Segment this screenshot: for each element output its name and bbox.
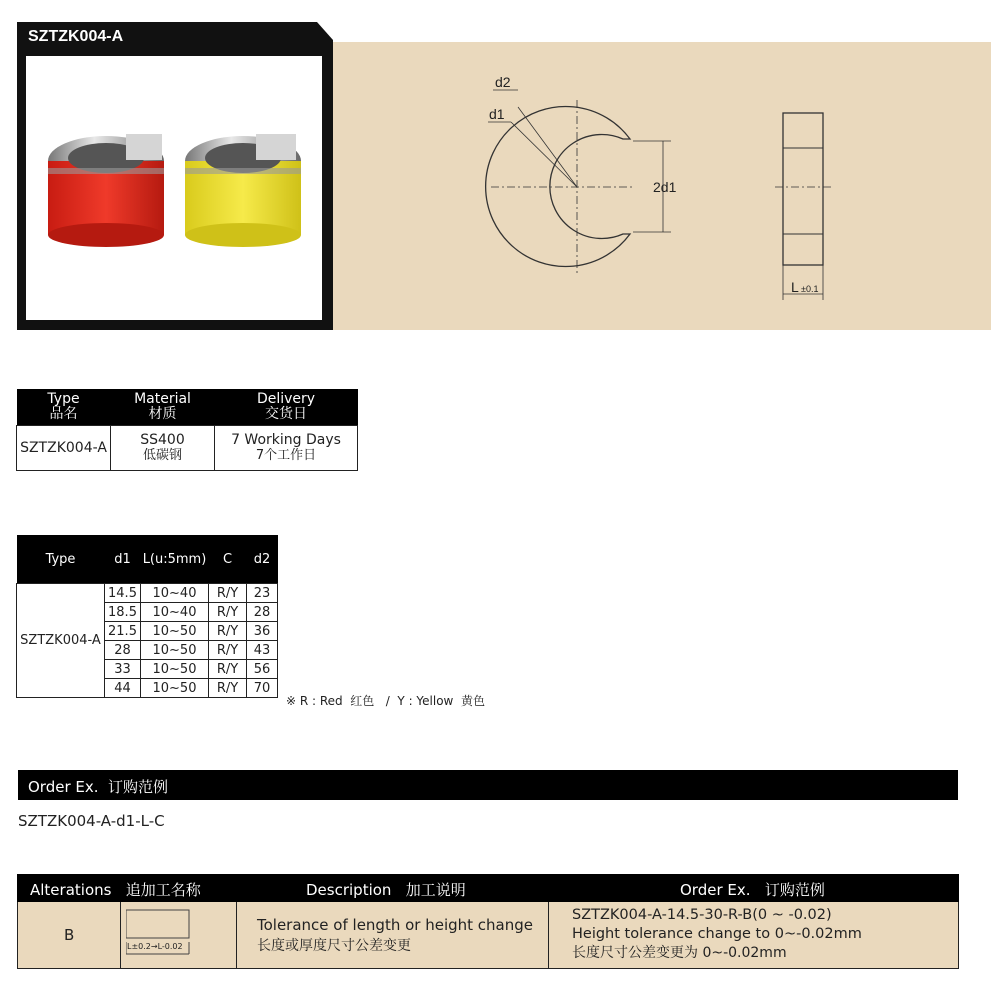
- col-type: Type 品名: [17, 389, 111, 426]
- L-cell: 10~50: [141, 622, 209, 641]
- L-cell: 10~50: [141, 679, 209, 698]
- d2-label: d2: [495, 74, 511, 90]
- technical-drawing-panel: [333, 42, 991, 330]
- description-col-label: Description 加工说明: [306, 881, 466, 899]
- description-zh: 长度或厚度尺寸公差变更: [257, 938, 411, 954]
- col-delivery: Delivery 交货日: [215, 389, 358, 426]
- order-format: SZTZK004-A-d1-L-C: [18, 812, 165, 830]
- d2-cell: 70: [247, 679, 278, 698]
- alteration-code: B: [64, 926, 75, 944]
- L-cell: 10~40: [141, 584, 209, 603]
- d1-label: d1: [489, 106, 505, 122]
- order-example-1: SZTZK004-A-14.5-30-R-B(0 ~ -0.02): [572, 907, 832, 923]
- twod1-label: 2d1: [653, 179, 677, 195]
- d1-cell: 21.5: [105, 622, 141, 641]
- C-cell: R/Y: [209, 641, 247, 660]
- order-example-2: Height tolerance change to 0~-0.02mm: [572, 926, 862, 942]
- C-cell: R/Y: [209, 584, 247, 603]
- C-cell: R/Y: [209, 603, 247, 622]
- C-cell: R/Y: [209, 679, 247, 698]
- divider: [548, 902, 549, 969]
- spec-material: SS400 低碳钢: [111, 426, 215, 471]
- product-title: SZTZK004-A: [28, 28, 124, 45]
- order-example-label: Order Ex. 订购范例: [28, 778, 169, 796]
- d1-cell: 14.5: [105, 584, 141, 603]
- col-material: Material 材质: [111, 389, 215, 426]
- size-type: SZTZK004-A: [17, 584, 105, 698]
- d2-cell: 36: [247, 622, 278, 641]
- C-cell: R/Y: [209, 660, 247, 679]
- L-cell: 10~50: [141, 641, 209, 660]
- product-photo: [26, 56, 322, 320]
- alteration-sketch-text: L±0.2→L-0.02: [127, 942, 183, 951]
- size-table: [16, 535, 278, 698]
- yellow-ring: [185, 134, 301, 247]
- L-cell: 10~50: [141, 660, 209, 679]
- divider: [120, 902, 121, 969]
- col-d1: d1: [105, 535, 141, 584]
- d1-cell: 28: [105, 641, 141, 660]
- d1-cell: 33: [105, 660, 141, 679]
- color-note: ※ R : Red 红色 / Y : Yellow 黄色: [286, 694, 485, 708]
- table-row: [17, 584, 278, 603]
- L-cell: 10~40: [141, 603, 209, 622]
- order-col-label: Order Ex. 订购范例: [680, 881, 825, 899]
- d2-cell: 43: [247, 641, 278, 660]
- divider: [236, 902, 237, 969]
- d2-cell: 28: [247, 603, 278, 622]
- L-label: L: [791, 279, 799, 295]
- L-tolerance: ±0.1: [801, 284, 819, 294]
- col-L: L(u:5mm): [141, 535, 209, 584]
- spec-delivery: 7 Working Days 7个工作日: [215, 426, 358, 471]
- col-d2: d2: [247, 535, 278, 584]
- col-C: C: [209, 535, 247, 584]
- description-en: Tolerance of length or height change: [257, 916, 533, 934]
- c-shape-outline: [486, 107, 630, 267]
- d1-cell: 44: [105, 679, 141, 698]
- spec-type: SZTZK004-A: [17, 426, 111, 471]
- red-ring: [48, 134, 164, 247]
- alterations-col-label: Alterations 追加工名称: [30, 881, 201, 899]
- C-cell: R/Y: [209, 622, 247, 641]
- d1-cell: 18.5: [105, 603, 141, 622]
- d2-cell: 56: [247, 660, 278, 679]
- spec-table: [16, 389, 358, 471]
- order-example-3: 长度尺寸公差变更为 0~-0.02mm: [572, 945, 787, 961]
- col-type: Type: [17, 535, 105, 584]
- d2-cell: 23: [247, 584, 278, 603]
